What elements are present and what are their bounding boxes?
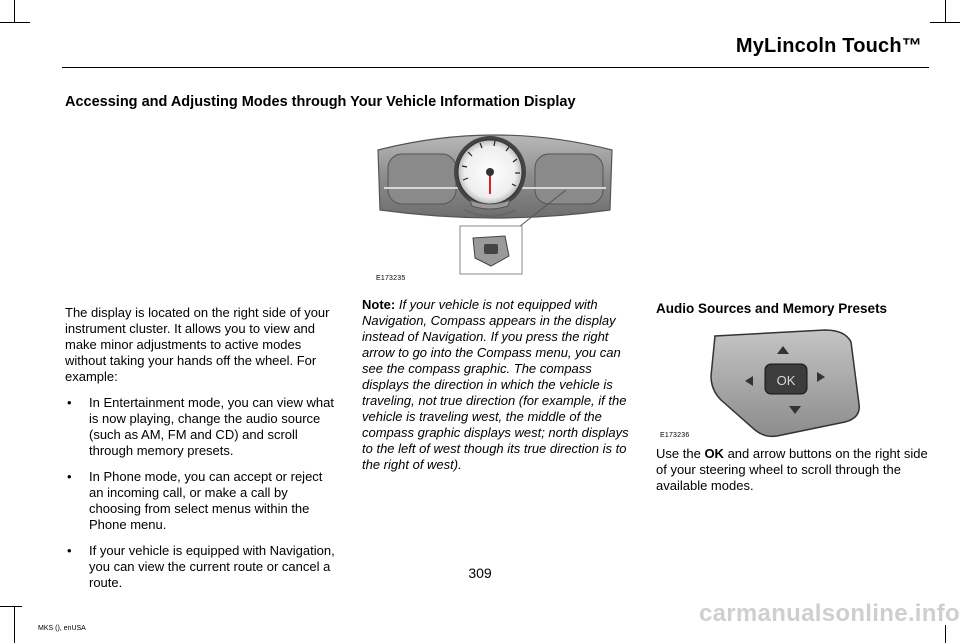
instruction-text: Use the [656,446,701,461]
column-right-text [656,446,931,504]
page-header-title: MyLincoln Touch™ [735,35,922,57]
column-left [65,305,340,601]
note-text: If your vehicle is not equipped with Navigation, Compass appears in the display instead of Navigation. If you press the right arrow to go into the Compass menu, you can see the compass graphic. The compass displays the direction in which the vehicle is traveling, not true direction (for example, if the vehicle is traveling west, the middle of the compass graphic displays west; north displays to the left of west though its true direction is to the right of west). [362,297,629,472]
mode-list [65,395,340,591]
crop-mark [0,606,22,607]
ok-button-label: OK [776,373,796,388]
note-paragraph [362,297,634,473]
header-rule [62,67,929,68]
crop-mark [14,0,15,22]
instruction-text: and arrow buttons on the right side of your steering wheel to scroll through the available modes. [656,446,928,493]
note-label: Note: [362,297,396,312]
figure-label: E173235 [376,275,406,282]
instrument-cluster-illustration [370,122,620,282]
crop-mark [930,22,960,23]
list-item: • If your vehicle is equipped with Navigation, you can view the current route or cancel a route. [65,543,340,591]
crop-mark [0,22,30,23]
column-right [656,301,931,317]
instrument-cluster-figure [370,122,620,282]
figure-label: E173236 [660,432,690,439]
page-number: 309 [468,565,492,581]
column-middle [362,297,634,483]
list-item: • In Phone mode, you can accept or reject an incoming call, or make a call by choosing from select menus within the Phone menu. [65,469,340,533]
crop-mark [14,606,15,643]
crop-mark [945,0,946,22]
watermark: carmanualsonline.info [698,600,960,627]
document-code: MKS (), enUSA [38,625,86,632]
ok-bold: OK [704,446,724,461]
subsection-heading: Audio Sources and Memory Presets [656,301,888,316]
ok-instructions [656,446,931,494]
section-title: Accessing and Adjusting Modes through Your Vehicle Information Display [65,94,576,110]
intro-paragraph: The display is located on the right side of your instrument cluster. It allows you to view and make minor adjustments to active modes without taking your hands off the wheel. For example: [65,305,330,384]
steering-buttons-figure [705,326,865,438]
steering-buttons-illustration [705,326,865,438]
list-item: • In Entertainment mode, you can view what is now playing, change the audio source (such as AM, FM and CD) and scroll through memory presets. [65,395,340,459]
